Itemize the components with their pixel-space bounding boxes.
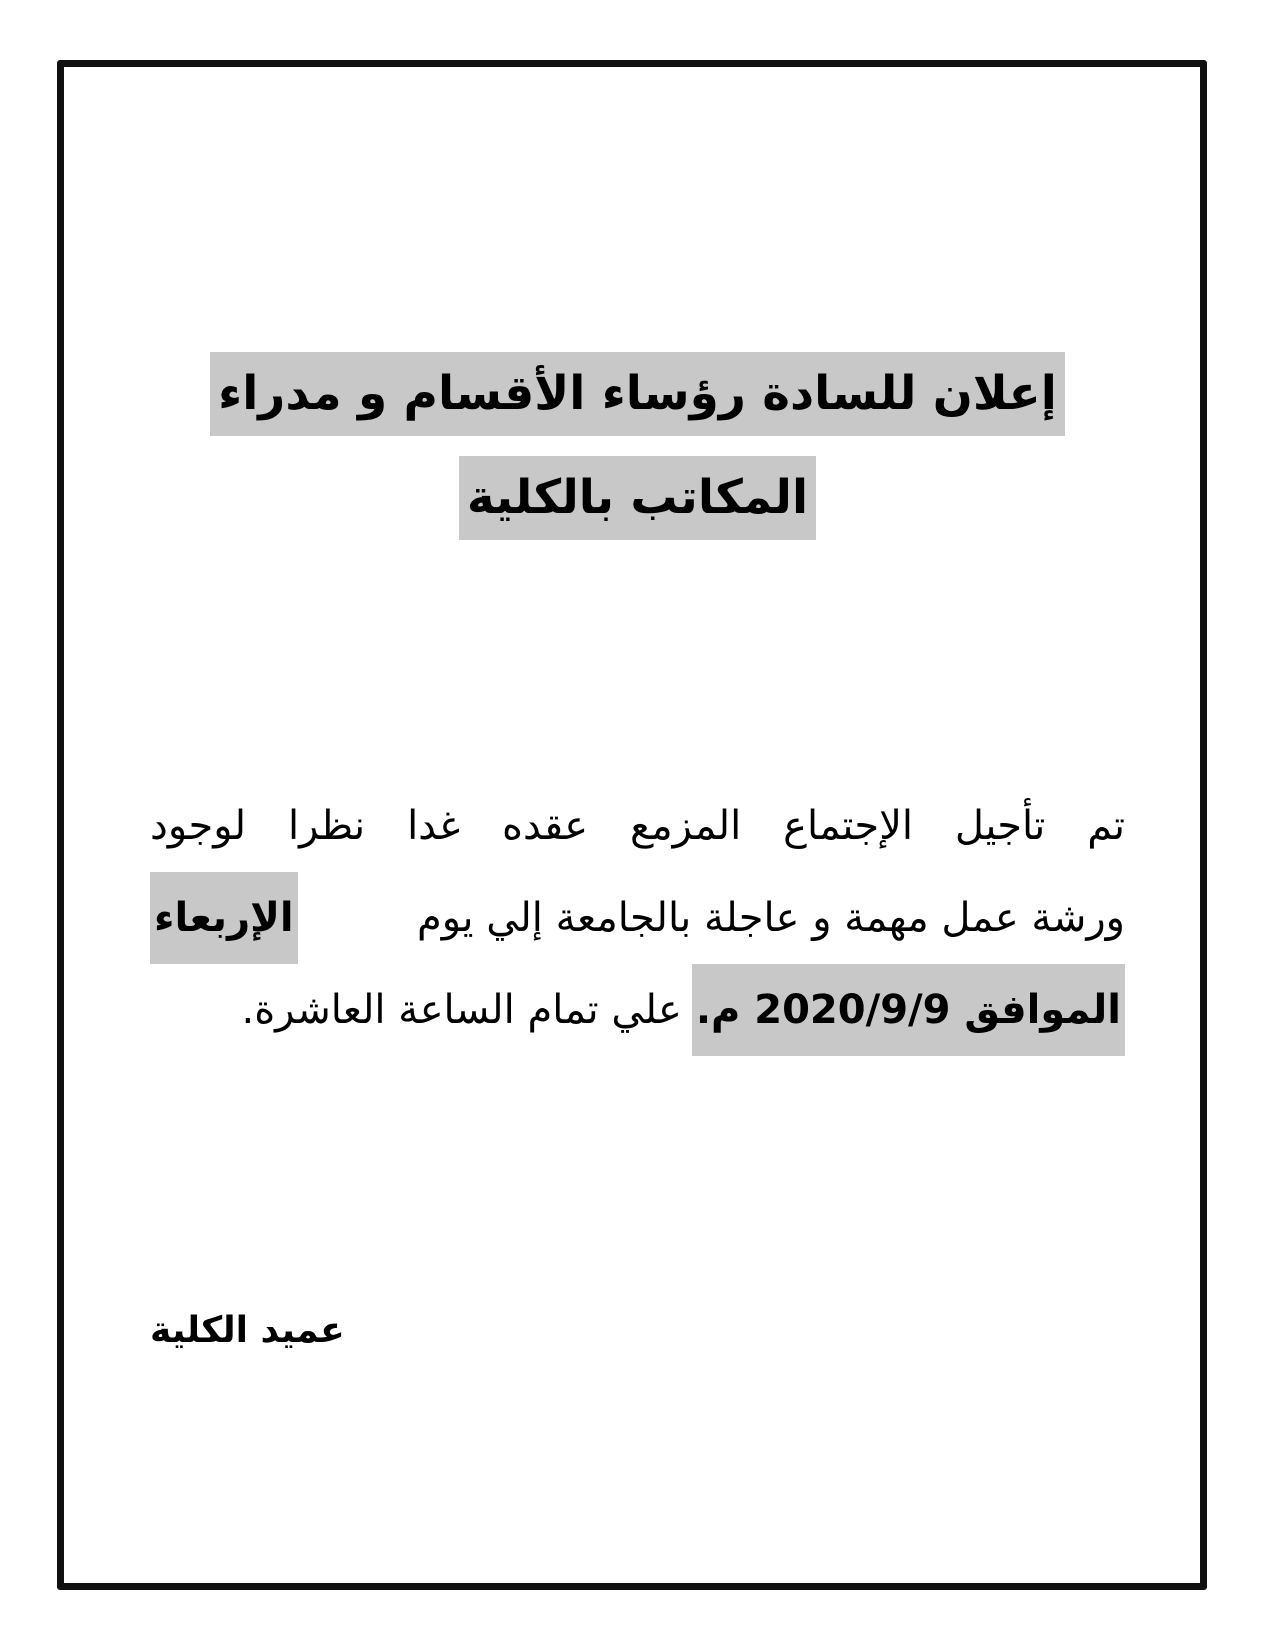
- announcement-title: [150, 352, 1125, 540]
- body-word: تم: [1087, 803, 1125, 849]
- body-word: عقده: [502, 803, 589, 849]
- body-word: تأجيل: [954, 803, 1046, 849]
- body-line-2: [150, 872, 1125, 964]
- body-line-3-text: علي تمام الساعة العاشرة.: [241, 987, 682, 1033]
- body-word: المزمع: [629, 803, 742, 849]
- date-highlight: الموافق 2020/9/9 م.: [692, 964, 1125, 1056]
- weekday-highlight: الإربعاء: [150, 872, 298, 964]
- body-line-1: [150, 780, 1125, 872]
- body-line-2-text: ورشة عمل مهمة و عاجلة بالجامعة إلي يوم: [417, 895, 1125, 941]
- body-word: غدا: [407, 803, 461, 849]
- announcement-body: [150, 780, 1125, 1056]
- title-line-2: المكاتب بالكلية: [459, 456, 816, 540]
- signature-dean: عميد الكلية: [150, 1310, 345, 1351]
- body-word: لوجود: [150, 803, 247, 849]
- body-word: الإجتماع: [783, 803, 913, 849]
- title-line-1: إعلان للسادة رؤساء الأقسام و مدراء: [210, 352, 1065, 436]
- body-line-3: [150, 964, 1125, 1056]
- body-word: نظرا: [288, 803, 366, 849]
